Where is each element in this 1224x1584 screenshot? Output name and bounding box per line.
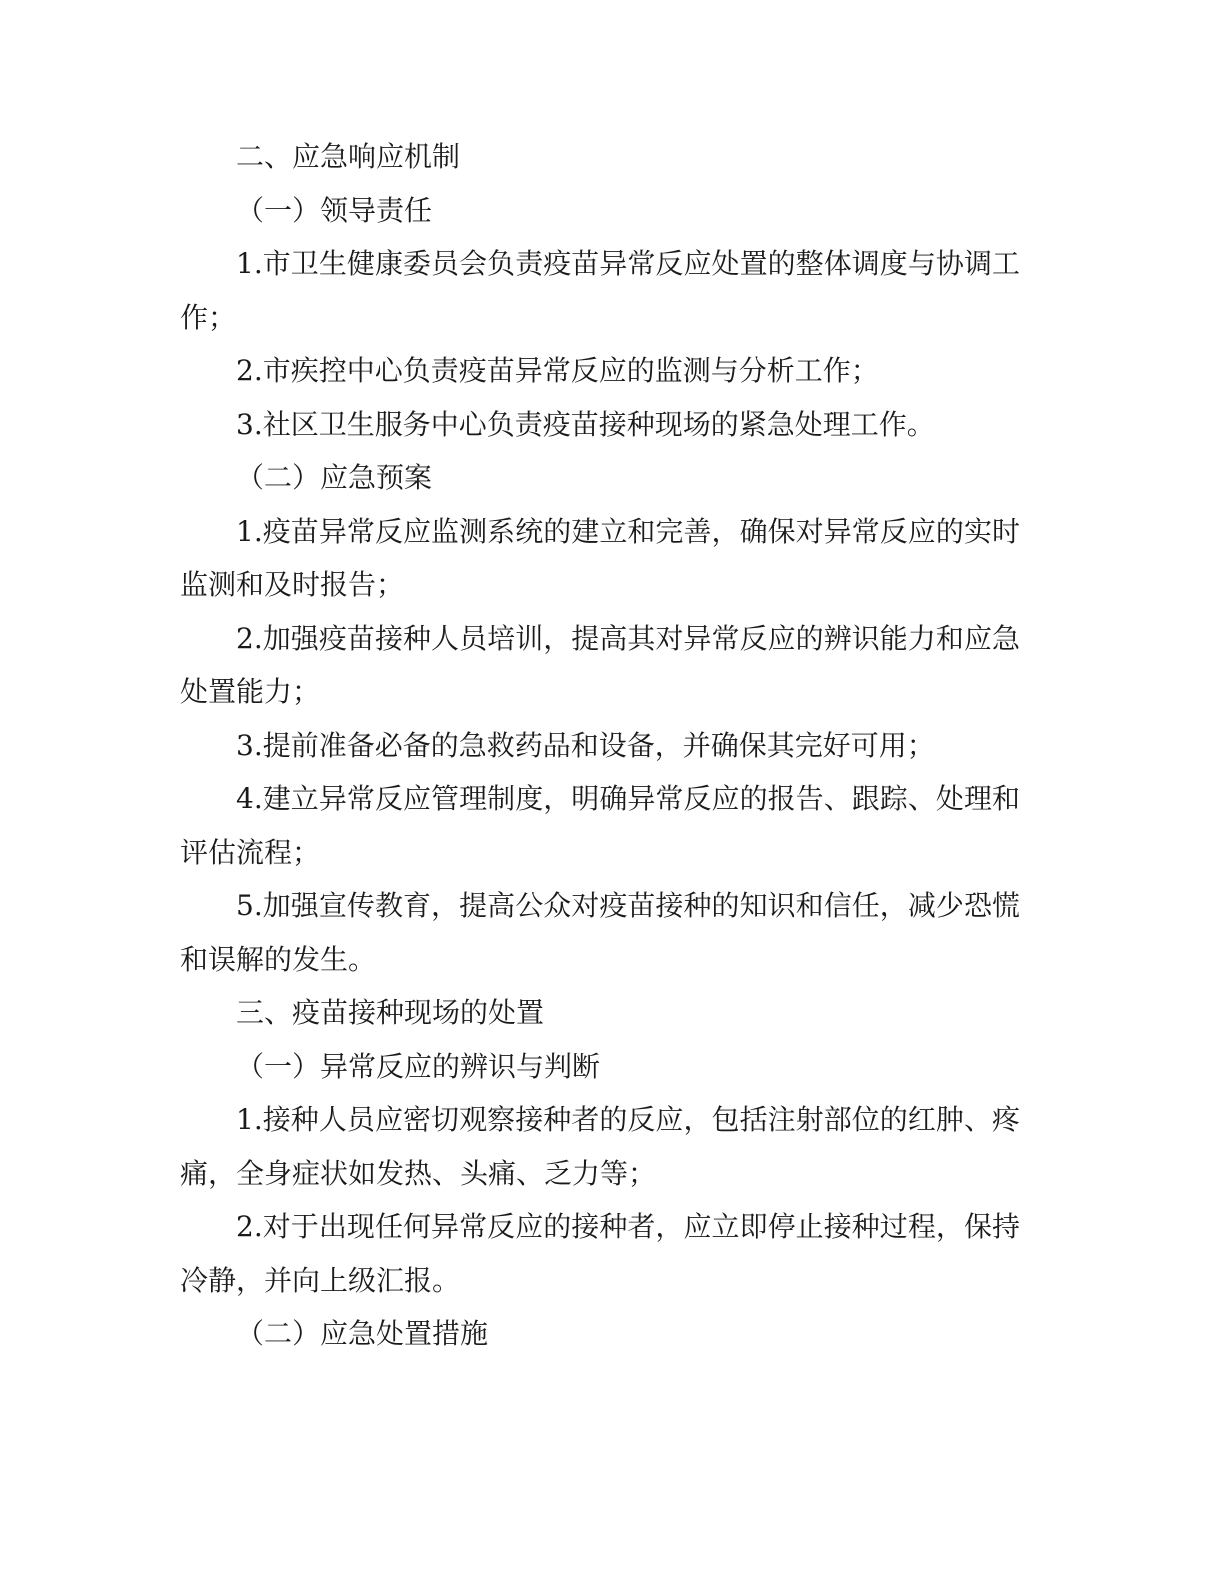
list-item: 2.对于出现任何异常反应的接种者，应立即停止接种过程，保持冷静，并向上级汇报。 [180,1210,1020,1297]
list-item: 2.市疾控中心负责疫苗异常反应的监测与分析工作； [236,354,879,387]
subsection-heading: （一）领导责任 [236,193,433,227]
list-item: 4.建立异常反应管理制度，明确异常反应的报告、跟踪、处理和评估流程； [180,782,1020,869]
list-item: 3.提前准备必备的急救药品和设备，并确保其完好可用； [236,728,935,762]
list-item: 2.加强疫苗接种人员培训，提高其对异常反应的辨识能力和应急处置能力； [180,621,1020,708]
section-heading: 二、应急响应机制 [236,140,461,173]
list-item: 1.市卫生健康委员会负责疫苗异常反应处置的整体调度与协调工作； [180,247,1020,334]
list-item: 3.社区卫生服务中心负责疫苗接种现场的紧急处理工作。 [236,407,935,441]
subsection-heading: （二）应急处置措施 [236,1317,489,1350]
list-item: 1.接种人员应密切观察接种者的反应，包括注射部位的红肿、疼痛，全身症状如发热、头痛、乏力等； [180,1103,1020,1190]
subsection-heading: （二）应急预案 [236,461,433,494]
subsection-heading: （一）异常反应的辨识与判断 [236,1049,601,1083]
list-item: 5.加强宣传教育，提高公众对疫苗接种的知识和信任，减少恐慌和误解的发生。 [180,889,1020,976]
section-heading: 三、疫苗接种现场的处置 [236,996,545,1029]
list-item: 1.疫苗异常反应监测系统的建立和完善，确保对异常反应的实时监测和及时报告； [180,514,1020,601]
document-body [180,130,1020,1361]
